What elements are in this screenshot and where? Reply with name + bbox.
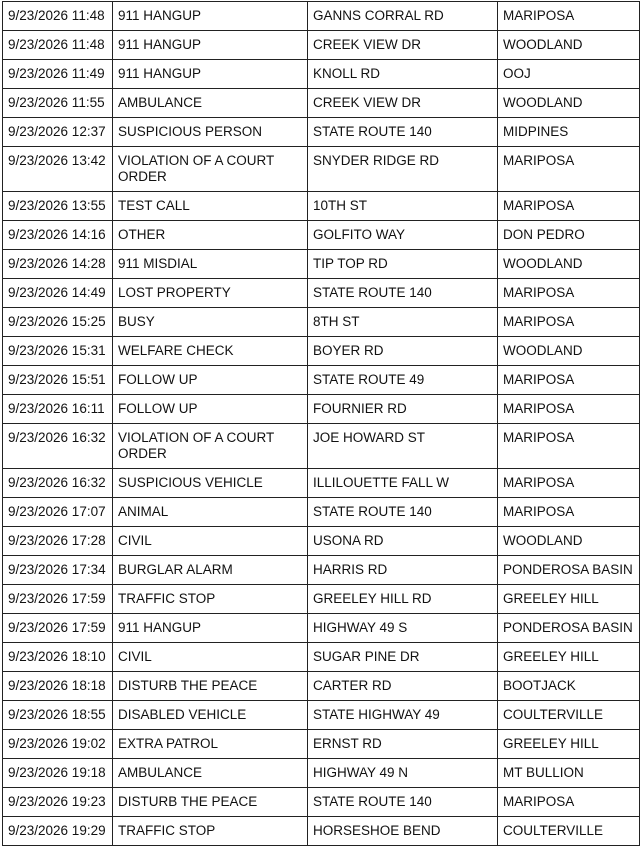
cell-call-type: 911 HANGUP [113, 31, 308, 60]
cell-city: MARIPOSA [498, 788, 640, 817]
cell-call-type: VIOLATION OF A COURT ORDER [113, 147, 308, 192]
cell-call-type: OTHER [113, 221, 308, 250]
table-row [3, 701, 640, 730]
cell-datetime: 9/23/2026 19:18 [3, 759, 113, 788]
table-row [3, 221, 640, 250]
cell-location: STATE ROUTE 49 [308, 366, 498, 395]
cell-datetime: 9/23/2026 14:49 [3, 279, 113, 308]
cell-location: HORSESHOE BEND [308, 817, 498, 846]
table-row [3, 279, 640, 308]
cell-call-type: DISTURB THE PEACE [113, 788, 308, 817]
table-row [3, 469, 640, 498]
table-row [3, 788, 640, 817]
cell-city: WOODLAND [498, 250, 640, 279]
cell-location: STATE ROUTE 140 [308, 498, 498, 527]
table-row [3, 817, 640, 846]
cell-city: MARIPOSA [498, 424, 640, 469]
cell-call-type: 911 HANGUP [113, 60, 308, 89]
cell-city: MARIPOSA [498, 469, 640, 498]
cell-call-type: CIVIL [113, 527, 308, 556]
table-row [3, 527, 640, 556]
cell-datetime: 9/23/2026 19:02 [3, 730, 113, 759]
cell-city: MARIPOSA [498, 147, 640, 192]
cell-city: WOODLAND [498, 31, 640, 60]
cell-location: CREEK VIEW DR [308, 89, 498, 118]
cell-datetime: 9/23/2026 12:37 [3, 118, 113, 147]
cell-location: STATE ROUTE 140 [308, 788, 498, 817]
table-row [3, 118, 640, 147]
cell-call-type: BURGLAR ALARM [113, 556, 308, 585]
cell-city: GREELEY HILL [498, 730, 640, 759]
table-row [3, 614, 640, 643]
cell-city: COULTERVILLE [498, 817, 640, 846]
cell-call-type: 911 HANGUP [113, 2, 308, 31]
cell-city: MT BULLION [498, 759, 640, 788]
cell-call-type: SUSPICIOUS PERSON [113, 118, 308, 147]
cell-call-type: FOLLOW UP [113, 395, 308, 424]
table-row [3, 730, 640, 759]
cell-location: GANNS CORRAL RD [308, 2, 498, 31]
table-row [3, 2, 640, 31]
cell-call-type: AMBULANCE [113, 759, 308, 788]
cell-call-type: 911 HANGUP [113, 614, 308, 643]
cell-datetime: 9/23/2026 16:32 [3, 469, 113, 498]
cell-city: MARIPOSA [498, 192, 640, 221]
cell-city: MARIPOSA [498, 2, 640, 31]
cell-city: MARIPOSA [498, 366, 640, 395]
cell-datetime: 9/23/2026 17:59 [3, 585, 113, 614]
cell-datetime: 9/23/2026 17:28 [3, 527, 113, 556]
cell-location: STATE HIGHWAY 49 [308, 701, 498, 730]
table-row [3, 556, 640, 585]
cell-datetime: 9/23/2026 16:11 [3, 395, 113, 424]
cell-location: USONA RD [308, 527, 498, 556]
cell-datetime: 9/23/2026 11:48 [3, 31, 113, 60]
cell-location: CREEK VIEW DR [308, 31, 498, 60]
cell-call-type: DISABLED VEHICLE [113, 701, 308, 730]
table-row [3, 337, 640, 366]
cell-city: COULTERVILLE [498, 701, 640, 730]
table-row [3, 585, 640, 614]
table-row [3, 250, 640, 279]
cell-datetime: 9/23/2026 17:07 [3, 498, 113, 527]
cell-call-type: DISTURB THE PEACE [113, 672, 308, 701]
cell-location: STATE ROUTE 140 [308, 118, 498, 147]
cell-call-type: BUSY [113, 308, 308, 337]
table-row [3, 60, 640, 89]
cell-datetime: 9/23/2026 11:48 [3, 2, 113, 31]
table-row [3, 366, 640, 395]
cell-datetime: 9/23/2026 13:55 [3, 192, 113, 221]
cell-city: BOOTJACK [498, 672, 640, 701]
table-row [3, 192, 640, 221]
cell-city: PONDEROSA BASIN [498, 614, 640, 643]
cell-city: WOODLAND [498, 337, 640, 366]
cell-datetime: 9/23/2026 16:32 [3, 424, 113, 469]
cell-call-type: SUSPICIOUS VEHICLE [113, 469, 308, 498]
cell-city: WOODLAND [498, 527, 640, 556]
cell-datetime: 9/23/2026 11:55 [3, 89, 113, 118]
cell-datetime: 9/23/2026 11:49 [3, 60, 113, 89]
cell-location: 8TH ST [308, 308, 498, 337]
cell-city: MARIPOSA [498, 498, 640, 527]
cell-city: MIDPINES [498, 118, 640, 147]
table-row [3, 395, 640, 424]
cell-datetime: 9/23/2026 14:28 [3, 250, 113, 279]
table-row [3, 672, 640, 701]
table-row [3, 308, 640, 337]
cell-call-type: TRAFFIC STOP [113, 817, 308, 846]
cell-location: SNYDER RIDGE RD [308, 147, 498, 192]
cell-city: MARIPOSA [498, 308, 640, 337]
cell-datetime: 9/23/2026 18:10 [3, 643, 113, 672]
cell-city: GREELEY HILL [498, 643, 640, 672]
cell-call-type: EXTRA PATROL [113, 730, 308, 759]
cell-location: 10TH ST [308, 192, 498, 221]
cell-datetime: 9/23/2026 15:31 [3, 337, 113, 366]
cell-location: BOYER RD [308, 337, 498, 366]
cell-datetime: 9/23/2026 17:59 [3, 614, 113, 643]
call-log-body [3, 2, 640, 846]
cell-call-type: 911 MISDIAL [113, 250, 308, 279]
cell-call-type: WELFARE CHECK [113, 337, 308, 366]
table-row [3, 424, 640, 469]
cell-location: JOE HOWARD ST [308, 424, 498, 469]
cell-datetime: 9/23/2026 15:25 [3, 308, 113, 337]
cell-call-type: LOST PROPERTY [113, 279, 308, 308]
cell-location: ERNST RD [308, 730, 498, 759]
cell-datetime: 9/23/2026 18:55 [3, 701, 113, 730]
cell-city: WOODLAND [498, 89, 640, 118]
cell-city: MARIPOSA [498, 279, 640, 308]
cell-location: CARTER RD [308, 672, 498, 701]
cell-city: DON PEDRO [498, 221, 640, 250]
cell-city: GREELEY HILL [498, 585, 640, 614]
cell-location: SUGAR PINE DR [308, 643, 498, 672]
cell-location: GREELEY HILL RD [308, 585, 498, 614]
cell-datetime: 9/23/2026 13:42 [3, 147, 113, 192]
cell-call-type: TRAFFIC STOP [113, 585, 308, 614]
cell-call-type: CIVIL [113, 643, 308, 672]
cell-datetime: 9/23/2026 14:16 [3, 221, 113, 250]
cell-call-type: AMBULANCE [113, 89, 308, 118]
cell-datetime: 9/23/2026 19:29 [3, 817, 113, 846]
cell-city: PONDEROSA BASIN [498, 556, 640, 585]
cell-city: OOJ [498, 60, 640, 89]
cell-location: ILLILOUETTE FALL W [308, 469, 498, 498]
cell-city: MARIPOSA [498, 395, 640, 424]
cell-datetime: 9/23/2026 17:34 [3, 556, 113, 585]
cell-location: STATE ROUTE 140 [308, 279, 498, 308]
cell-location: GOLFITO WAY [308, 221, 498, 250]
table-row [3, 89, 640, 118]
cell-datetime: 9/23/2026 15:51 [3, 366, 113, 395]
cell-datetime: 9/23/2026 19:23 [3, 788, 113, 817]
table-row [3, 31, 640, 60]
cell-call-type: ANIMAL [113, 498, 308, 527]
cell-call-type: TEST CALL [113, 192, 308, 221]
cell-location: HIGHWAY 49 N [308, 759, 498, 788]
table-row [3, 147, 640, 192]
cell-location: HIGHWAY 49 S [308, 614, 498, 643]
cell-location: TIP TOP RD [308, 250, 498, 279]
table-row [3, 498, 640, 527]
cell-datetime: 9/23/2026 18:18 [3, 672, 113, 701]
cell-call-type: VIOLATION OF A COURT ORDER [113, 424, 308, 469]
call-log-table [2, 1, 640, 846]
cell-location: KNOLL RD [308, 60, 498, 89]
table-row [3, 759, 640, 788]
table-row [3, 643, 640, 672]
cell-call-type: FOLLOW UP [113, 366, 308, 395]
cell-location: FOURNIER RD [308, 395, 498, 424]
cell-location: HARRIS RD [308, 556, 498, 585]
